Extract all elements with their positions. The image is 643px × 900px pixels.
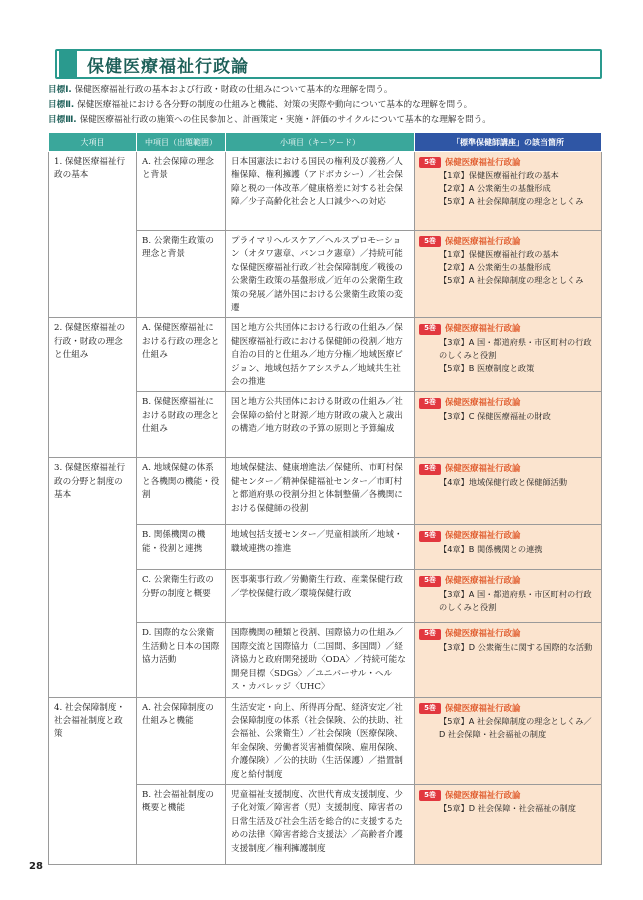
middle-item-cell: A. 保健医療福祉における行政の理念と仕組み [137,318,226,392]
section-title-bar [55,49,602,79]
reference-cell [415,525,602,570]
page-number: 28 [29,861,43,872]
keyword-cell: 医事薬事行政／労働衛生行政、産業保健行政／学校保健行政／環境保健行政 [226,570,415,623]
reference-heading [419,235,597,248]
book-title: 保健医療福祉行政論 [445,236,521,246]
middle-item-cell: C. 公衆衛生行政の分野の制度と概要 [137,570,226,623]
book-title: 保健医療福祉行政論 [445,575,521,586]
table-row [49,458,602,525]
chapter-reference: 【1章】保健医療福祉行政の基本 [439,249,559,260]
book-title: 保健医療福祉行政論 [445,323,521,334]
volume-badge: 5巻 [419,629,441,640]
goals-list [48,83,608,128]
table-row [49,318,602,392]
chapter-reference: 【5章】A 社会保障制度の理念としくみ [439,196,584,207]
goal-label: 目標Ⅲ. [48,115,77,125]
table-body [49,152,602,865]
keyword-cell: 地域保健法、健康増進法／保健所、市町村保健センター／精神保健福祉センター／市町村と都道府県の役割分担と体制整備／各機関における保健師の役割 [226,458,415,525]
chapter-reference: 【2章】A 公衆衛生の基盤形成 [439,183,551,194]
goal-text: 保健医療福祉行政の基本および行政・財政の仕組みについて基本的な理解を問う。 [74,85,393,95]
chapter-reference: 【5章】B 医療制度と政策 [439,362,535,373]
major-item-cell: 2. 保健医療福祉の行政・財政の理念と仕組み [49,318,137,458]
middle-item-cell: B. 社会福祉制度の概要と機能 [137,784,226,864]
middle-item-cell: A. 社会保障の理念と背景 [137,152,226,231]
goal-label: 目標Ⅱ. [48,100,75,110]
book-title: 保健医療福祉行政論 [445,789,521,800]
curriculum-table [48,132,602,865]
book-title: 保健医療福祉行政論 [445,157,521,167]
volume-badge: 5巻 [419,464,441,475]
book-title: 保健医療福祉行政論 [445,463,521,474]
reference-cell [415,318,602,392]
goal-3 [48,113,608,128]
reference-cell [415,570,602,623]
reference-cell [415,458,602,525]
volume-badge: 5巻 [419,398,441,409]
middle-item-cell: D. 国際的な公衆衛生活動と日本の国際協力活動 [137,623,226,697]
keyword-cell: 生活安定・向上、所得再分配、経済安定／社会保障制度の体系（社会保険、公的扶助、社会福祉、公衆衛生）／社会保険（医療保険、年金保険、労働者災害補償保険、雇用保険、介護保険）／公的扶助（生活保護）／措置制度と給付制度 [226,697,415,784]
book-title: 保健医療福祉行政論 [445,397,521,408]
header-reference: 「標準保健師講座」の該当箇所 [415,133,602,152]
reference-heading [419,156,597,169]
reference-heading [419,702,597,715]
reference-heading [419,529,597,542]
goal-label: 目標Ⅰ. [48,85,72,95]
major-item-cell: 1. 保健医療福祉行政の基本 [49,152,137,318]
header-middle: 中項目（出題範囲） [137,133,226,152]
reference-heading [419,462,597,475]
keyword-cell: 日本国憲法における国民の権利及び義務／人権保障、権利擁護（アドボカシー）／社会保障と税の一体改革／健康格差に対する社会保障／少子高齢化社会と人口減少への対応 [226,152,415,231]
major-item-cell: 3. 保健医療福祉行政の分野と制度の基本 [49,458,137,697]
keyword-cell: 地域包括支援センター／児童相談所／地域・職域連携の推進 [226,525,415,570]
goal-1 [48,83,608,98]
chapter-reference: 【5章】A 社会保障制度の理念としくみ [439,275,584,286]
volume-badge: 5巻 [419,576,441,587]
volume-badge: 5巻 [419,790,441,801]
table-row [49,697,602,784]
chapter-reference: 【1章】保健医療福祉行政の基本 [439,170,559,181]
reference-cell [415,392,602,458]
middle-item-cell: A. 社会保障制度の仕組みと機能 [137,697,226,784]
goal-text: 保健医療福祉行政の施策への住民参加と、計画策定・実施・評価のサイクルについて基本的な理解を問う。 [79,115,491,125]
reference-heading [419,396,597,409]
volume-badge: 5巻 [419,531,441,542]
reference-cell [415,152,602,231]
chapter-reference: 【4章】B 関係機関との連携 [439,543,543,554]
keyword-cell: 児童福祉支援制度、次世代育成支援制度、少子化対策／障害者（児）支援制度、障害者の日常生活及び社会生活を総合的に支援するための法律〈障害者総合支援法〉／高齢者介護支援制度／権利擁護制度 [226,784,415,864]
chapter-reference: 【3章】A 国・都道府県・市区町村の行政のしくみと役割 [439,336,592,360]
table-row [49,152,602,231]
reference-cell [415,623,602,697]
volume-badge: 5巻 [419,324,441,335]
volume-badge: 5巻 [419,703,441,714]
middle-item-cell: B. 公衆衛生政策の理念と背景 [137,231,226,318]
book-title: 保健医療福祉行政論 [445,702,521,713]
reference-cell [415,231,602,318]
title-accent-mark [59,51,77,77]
chapter-reference: 【3章】D 公衆衛生に関する国際的な活動 [439,641,593,652]
chapter-reference: 【5章】D 社会保障・社会福祉の制度 [439,803,576,814]
reference-heading [419,789,597,802]
major-item-cell: 4. 社会保障制度・社会福祉制度と政策 [49,697,137,864]
volume-badge: 5巻 [419,157,441,168]
goal-2 [48,98,608,113]
book-title: 保健医療福祉行政論 [445,530,521,541]
middle-item-cell: B. 関係機関の機能・役割と連携 [137,525,226,570]
reference-heading [419,627,597,640]
reference-cell [415,784,602,864]
middle-item-cell: B. 保健医療福祉における財政の理念と仕組み [137,392,226,458]
header-major: 大項目 [49,133,137,152]
volume-badge: 5巻 [419,236,441,247]
middle-item-cell: A. 地域保健の体系と各機関の機能・役割 [137,458,226,525]
reference-cell [415,697,602,784]
keyword-cell: 国際機関の種類と役割、国際協力の仕組み／国際交流と国際協力（二国間、多国間）／経済協力と政府開発援助〈ODA〉／持続可能な開発目標〈SDGs〉／ユニバーサル・ヘルス・カバレッジ〈UHC〉 [226,623,415,697]
chapter-reference: 【2章】A 公衆衛生の基盤形成 [439,262,551,273]
keyword-cell: 国と地方公共団体における財政の仕組み／社会保障の給付と財源／地方財政の歳入と歳出の構造／地方財政の予算の原則と予算編成 [226,392,415,458]
chapter-reference: 【4章】地域保健行政と保健師活動 [439,476,568,487]
page-title: 保健医療福祉行政論 [87,56,249,77]
header-minor: 小項目（キーワード） [226,133,415,152]
keyword-cell: 国と地方公共団体における行政の仕組み／保健医療福祉行政における保健師の役割／地方自治の目的と仕組み／地方分権／地域医療ビジョン、地域包括ケアシステム／地域共生社会の推進 [226,318,415,392]
chapter-reference: 【3章】A 国・都道府県・市区町村の行政のしくみと役割 [439,588,592,612]
keyword-cell: プライマリヘルスケア／ヘルスプロモーション（オタワ憲章、バンコク憲章）／持続可能な保健医療福祉行政／社会保障制度／戦後の公衆衛生政策の基盤形成／近年の公衆衛生政策の発展／諸外国における公衆衛生政策の変遷 [226,231,415,318]
goal-text: 保健医療福祉における各分野の制度の仕組みと機能、対策の実際や動向について基本的な理解を問う。 [77,100,473,110]
chapter-reference: 【5章】A 社会保障制度の理念としくみ／D 社会保障・社会福祉の制度 [439,715,592,739]
reference-heading [419,574,597,587]
reference-heading [419,322,597,335]
table-header-row [49,133,602,152]
book-title: 保健医療福祉行政論 [445,628,521,639]
chapter-reference: 【3章】C 保健医療福祉の財政 [439,410,551,421]
